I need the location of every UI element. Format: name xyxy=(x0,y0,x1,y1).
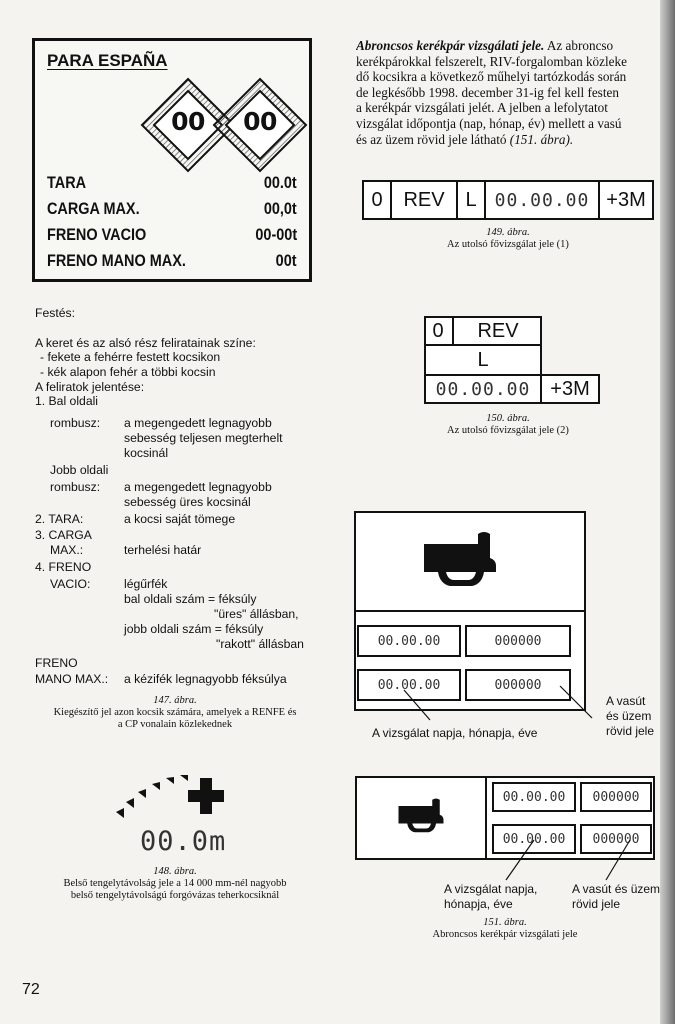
fig151b-label-rail xyxy=(572,882,660,912)
legend-i1a: 1. Bal oldali xyxy=(35,394,99,408)
legend-i3a: 3. CARGA xyxy=(35,528,92,542)
row-label-carga: CARGA MAX. xyxy=(47,199,140,218)
legend-i4a: 4. FRENO xyxy=(35,560,92,574)
legend-jd1: a megengedett legnagyobb xyxy=(124,480,272,494)
fig149-plate xyxy=(362,180,654,220)
body-l7b: (151. ábra). xyxy=(509,131,574,147)
fig149-cell-date: 00.00.00 xyxy=(486,182,600,218)
axle-distance-value: 00.0m xyxy=(140,826,227,857)
legend-i4d2: bal oldali szám = féksúly xyxy=(124,592,257,606)
fig151a-leader-lines xyxy=(390,680,610,730)
fig151b-date1: 00.00.00 xyxy=(492,782,576,812)
diamond-right-value: 00 xyxy=(243,107,277,136)
fig151b-date2: 00.00.00 xyxy=(492,824,576,854)
legend-i4b: VACIO: xyxy=(50,577,91,591)
body-l5: a kerékpár vizsgálati jelét. A jelben a lefolytatot xyxy=(356,100,608,116)
body-l7a: és az üzem rövid jele látható xyxy=(356,131,510,147)
legend-line2: - kék alapon fehér a többi kocsin xyxy=(40,365,216,379)
fig150-cell-m: +3M xyxy=(540,374,600,404)
fig151a-date1: 00.00.00 xyxy=(357,625,461,657)
fig151a-code2: 000000 xyxy=(465,669,571,701)
legend-ja: Jobb oldali xyxy=(50,463,109,477)
body-l6: vizsgálat időpontja (nap, hónap, év) mellett a vasú xyxy=(356,115,622,131)
diamond-pair xyxy=(140,77,308,173)
legend-i1d1: a megengedett legnagyobb xyxy=(124,416,272,430)
fig151a-label-rail-2: és üzem xyxy=(606,709,652,723)
fig147-plate xyxy=(32,38,312,282)
fig151a-label-rail xyxy=(606,694,654,739)
caption-151-line1: Abroncsos kerékpár vizsgálati jele xyxy=(432,929,578,940)
body-l2: kerékpárokkal felszerelt, RIV-forgalomban közleke xyxy=(356,53,627,69)
legend-i4d5: "rakott" állásban xyxy=(216,637,304,651)
caption-149-line1: Az utolsó fővizsgálat jele (1) xyxy=(447,239,569,250)
fig151a-label-rail-3: rövid jele xyxy=(606,724,655,738)
fig150-cell-0: 0 xyxy=(424,316,454,346)
row-value-carga: 00,0t xyxy=(264,199,297,218)
legend-jd2: sebesség üres kocsinál xyxy=(124,495,251,509)
caption-147 xyxy=(10,695,340,731)
legend-i5b: MANO MAX.: xyxy=(35,672,109,686)
legend-i2d: a kocsi saját tömege xyxy=(124,512,236,526)
legend-i3b: MAX.: xyxy=(50,543,84,557)
legend-i4d4: jobb oldali szám = féksúly xyxy=(124,622,264,636)
fig151a-label-rail-1: A vasút xyxy=(606,694,646,708)
caption-151-number: 151. ábra. xyxy=(483,917,527,928)
legend-festes: Festés: xyxy=(35,306,75,320)
fig151b-label-rail-1: A vasút és üzem xyxy=(572,882,661,896)
fig151a-date2: 00.00.00 xyxy=(357,669,461,701)
fig151b-label-date-2: hónapja, éve xyxy=(444,897,513,911)
legend-jb: rombusz: xyxy=(50,480,101,494)
caption-148-line2: belső tengelytávolságú forgóvázas teherkocsiknál xyxy=(70,890,280,901)
caption-148-number: 148. ábra. xyxy=(153,866,197,877)
caption-147-line2: a CP vonalain közlekednek xyxy=(117,719,233,730)
row-label-tara: TARA xyxy=(47,173,87,192)
fig150-plate xyxy=(424,316,602,406)
row-value-tara: 00.0t xyxy=(264,173,297,192)
body-l3: dő kocsikra a következő műhelyi tartózkodás során xyxy=(356,69,627,85)
axle-distance-icon xyxy=(110,768,228,826)
fig149-cell-l: L xyxy=(458,182,486,218)
diamond-left-value: 00 xyxy=(171,107,205,136)
caption-148-line1: Belső tengelytávolság jele a 14 000 mm-nél nagyobb xyxy=(63,878,287,889)
fig149-cell-rev: REV xyxy=(392,182,458,218)
row-value-freno-vacio: 00-00t xyxy=(255,225,297,244)
page-number: 72 xyxy=(22,981,40,998)
fig151a-label-date: A vizsgálat napja, hónapja, éve xyxy=(372,726,538,740)
caption-150-number: 150. ábra. xyxy=(486,413,530,424)
legend-i3d: terhelési határ xyxy=(124,543,202,557)
legend-i4d1: légűrfék xyxy=(124,577,168,591)
fig151b-label-date-1: A vizsgálat napja, xyxy=(444,882,538,896)
page-edge-shadow xyxy=(660,0,675,1024)
wheelset-icon-small xyxy=(396,794,446,838)
fig151b-label-rail-2: rövid jele xyxy=(572,897,621,911)
caption-150 xyxy=(362,413,654,437)
legend-i5d: a kézifék legnagyobb féksúlya xyxy=(124,672,287,686)
fig150-cell-date: 00.00.00 xyxy=(424,374,542,404)
caption-147-number: 147. ábra. xyxy=(153,695,197,706)
body-l1: Az abroncso xyxy=(544,38,614,53)
plate-title: PARA ESPAÑA xyxy=(47,51,168,70)
fig151a-code1: 000000 xyxy=(465,625,571,657)
legend-i4d3: "üres" állásban, xyxy=(214,607,299,621)
body-text xyxy=(356,38,675,147)
legend-i1d3: kocsinál xyxy=(124,446,169,460)
row-value-freno-mano: 00t xyxy=(276,251,297,270)
body-lead: Abroncsos kerékpár vizsgálati jele. xyxy=(356,38,545,53)
caption-151 xyxy=(360,917,650,941)
body-l4: de legkésőbb 1998. december 31-ig fel kell festen xyxy=(356,84,619,100)
fig149-cell-m: +3M xyxy=(606,188,646,211)
fig151b-leader-lines xyxy=(490,836,640,886)
row-label-freno-mano: FRENO MANO MAX. xyxy=(47,251,186,270)
legend-i1d2: sebesség teljesen megterhelt xyxy=(124,431,283,445)
fig151b-label-date xyxy=(444,882,537,912)
legend-meaning: A feliratok jelentése: xyxy=(35,380,145,394)
legend-line1: - fekete a fehérre festett kocsikon xyxy=(40,350,221,364)
fig151b-code2: 000000 xyxy=(580,824,652,854)
fig149-cell-0: 0 xyxy=(364,182,392,218)
legend-intro: A keret és az alsó rész feliratainak színe: xyxy=(35,336,256,350)
wheelset-icon xyxy=(420,528,500,592)
caption-150-line1: Az utolsó fővizsgálat jele (2) xyxy=(447,425,569,436)
fig151b-code1: 000000 xyxy=(580,782,652,812)
fig150-cell-l: L xyxy=(424,344,542,376)
caption-147-line1: Kiegészítő jel azon kocsik számára, amelyek a RENFE és xyxy=(53,707,297,718)
legend-i2a: 2. TARA: xyxy=(35,512,84,526)
legend-i1b: rombusz: xyxy=(50,416,101,430)
legend-i5a: FRENO xyxy=(35,656,78,670)
caption-148 xyxy=(10,866,340,902)
row-label-freno-vacio: FRENO VACIO xyxy=(47,225,147,244)
fig150-cell-rev: REV xyxy=(477,319,519,342)
caption-149 xyxy=(362,227,654,251)
caption-149-number: 149. ábra. xyxy=(486,227,530,238)
